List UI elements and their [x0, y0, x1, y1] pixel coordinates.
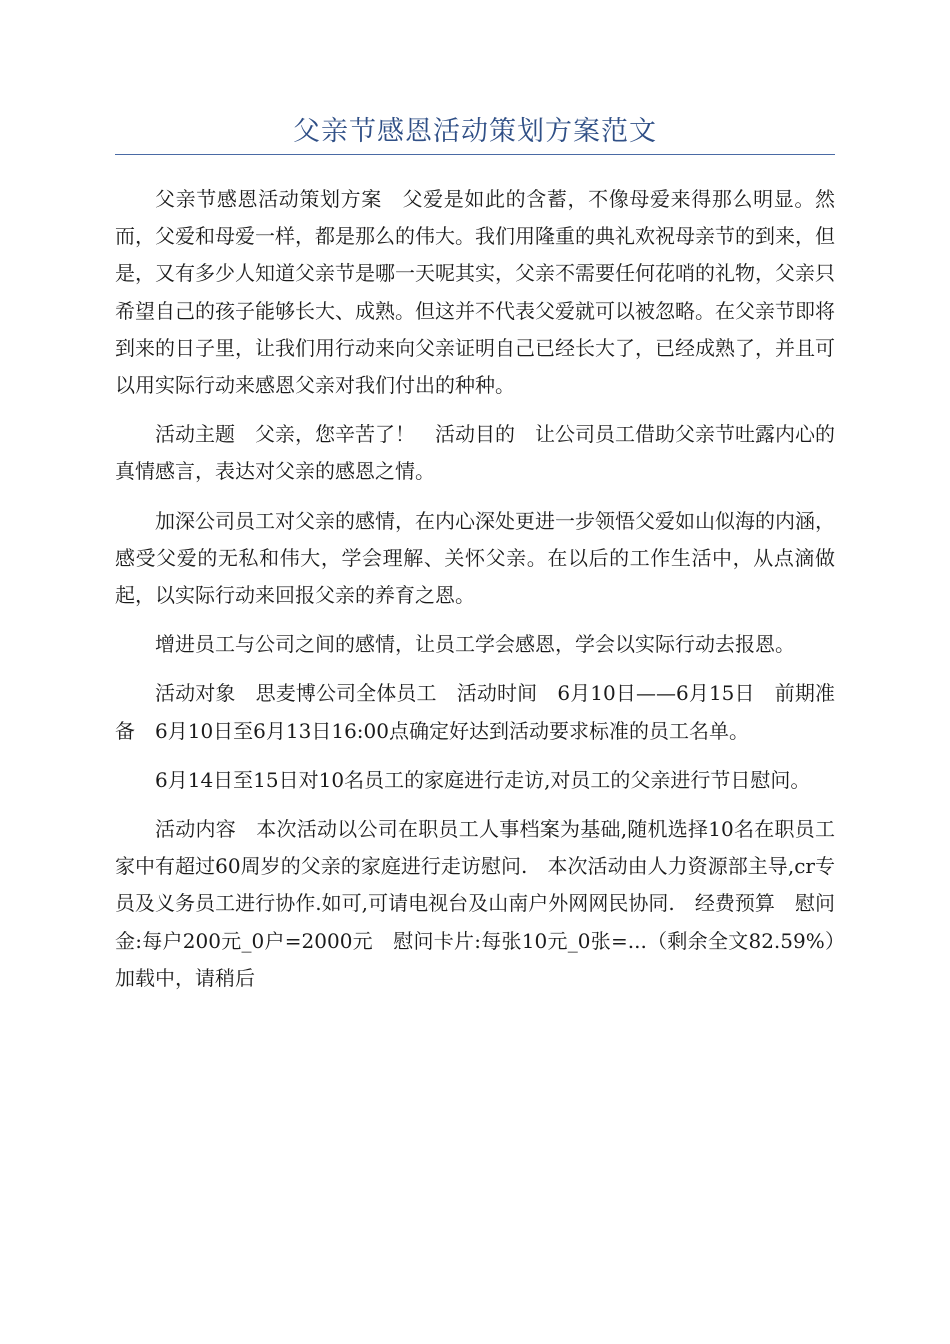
paragraph-schedule: 活动对象 思麦博公司全体员工 活动时间 6月10日——6月15日 前期准备 6月10日至6月13日16:00点确定好达到活动要求标准的员工名单。 — [115, 681, 835, 743]
document-page — [115, 112, 855, 1009]
paragraph-intro: 父亲节感恩活动策划方案 父爱是如此的含蓄，不像母爱来得那么明显。然而，父爱和母爱一样，都是那么的伟大。我们用隆重的典礼欢祝母亲节的到来，但是，又有多少人知道父亲节是哪一天呢其实，父亲不需要任何花哨的礼物，父亲只希望自己的孩子能够长大、成熟。但这并不代表父爱就可以被忽略。在父亲节即将到来的日子里，让我们用行动来向父亲证明自己已经长大了，已经成熟了，并且可以用实际行动来感恩父亲对我们付出的种种。 — [115, 187, 835, 398]
paragraph-content: 活动内容 本次活动以公司在职员工人事档案为基础,随机选择10名在职员工家中有超过60周岁的父亲的家庭进行走访慰问. 本次活动由人力资源部主导,cr专员及义务员工进行协作.如可,可请电视台及山南户外网网民协同. 经费预算 慰问金:每户200元_0户=2000元 慰问卡片:每张10元_0张=...（剩余全文82.59%） 加载中，请稍后 — [115, 817, 855, 990]
paragraph-relationship: 增进员工与公司之间的感情，让员工学会感恩，学会以实际行动去报恩。 — [155, 632, 795, 657]
paragraph-theme: 活动主题 父亲，您辛苦了！ 活动目的 让公司员工借助父亲节吐露内心的真情感言，表达对父亲的感恩之情。 — [115, 422, 835, 484]
paragraph-deepen: 加深公司员工对父亲的感情，在内心深处更进一步领悟父爱如山似海的内涵，感受父爱的无私和伟大，学会理解、关怀父亲。在以后的工作生活中，从点滴做起，以实际行动来回报父亲的养育之恩。 — [115, 508, 835, 608]
paragraph-visit: 6月14日至15日对10名员工的家庭进行走访,对员工的父亲进行节日慰问。 — [155, 767, 811, 792]
document-title: 父亲节感恩活动策划方案范文 — [293, 116, 657, 147]
title-underline — [115, 154, 835, 155]
